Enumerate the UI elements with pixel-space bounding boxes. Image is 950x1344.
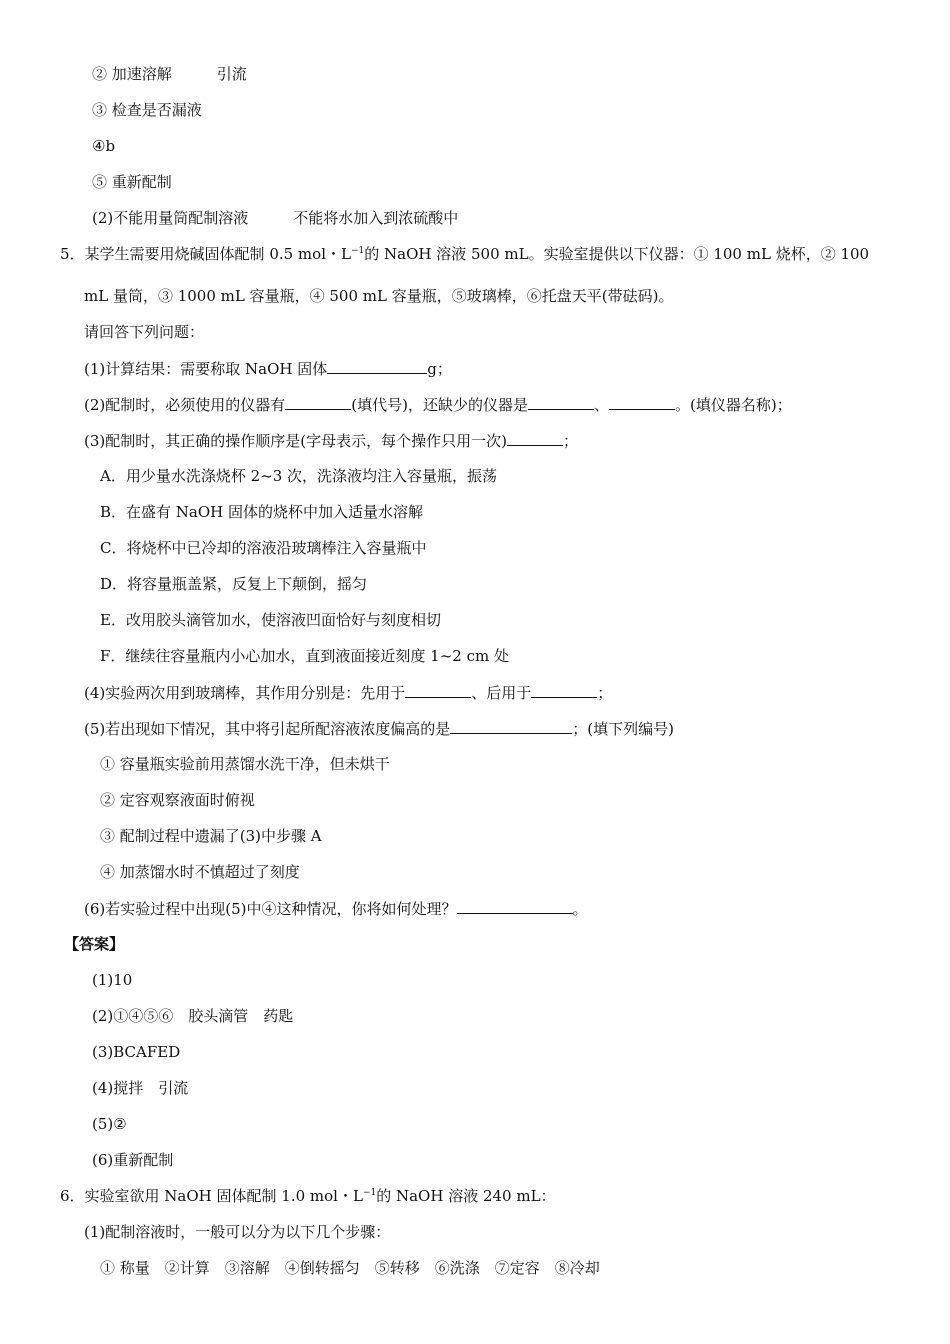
sub-question-4: (4)实验两次用到玻璃棒，其作用分别是：先用于 、后用于 ；: [84, 684, 613, 702]
option-A: A．用少量水洗涤烧杯 2~3 次，洗涤液均注入容量瓶，振荡: [100, 467, 498, 485]
answer-line: ② 加速溶解 引流: [92, 65, 247, 83]
answer-blank[interactable]: [450, 718, 572, 734]
answer-line: ⑤ 重新配制: [92, 173, 172, 191]
option-D: D．将容量瓶盖紧，反复上下颠倒，摇匀: [100, 575, 368, 593]
answer-blank[interactable]: [507, 430, 563, 446]
answer-line: ③ 检查是否漏液: [92, 101, 202, 119]
option-B: B．在盛有 NaOH 固体的烧杯中加入适量水溶解: [100, 503, 424, 521]
option-E: E．改用胶头滴管加水，使溶液凹面恰好与刻度相切: [100, 611, 441, 629]
sub-question-3: (3)配制时，其正确的操作顺序是(字母表示，每个操作只用一次) ；: [84, 432, 578, 450]
situation-item: ④ 加蒸馏水时不慎超过了刻度: [100, 863, 300, 881]
answer-blank[interactable]: [457, 898, 573, 914]
answer-heading: 【答案】: [64, 935, 125, 953]
situation-item: ③ 配制过程中遗漏了(3)中步骤 A: [100, 827, 322, 845]
answer-blank[interactable]: [285, 394, 351, 410]
answer-line: (3)BCAFED: [92, 1043, 181, 1061]
situation-item: ② 定容观察液面时俯视: [100, 791, 255, 809]
answer-line: (1)10: [92, 971, 133, 989]
answer-line: (6)重新配制: [92, 1151, 174, 1169]
answer-line: (2)不能用量筒配制溶液 不能将水加入到浓硫酸中: [92, 209, 459, 227]
sub-question-5: (5)若出现如下情况，其中将引起所配溶液浓度偏高的是 ；(填下列编号): [84, 720, 674, 738]
situation-item: ① 容量瓶实验前用蒸馏水洗干净，但未烘干: [100, 755, 390, 773]
answer-line: ④b: [92, 137, 116, 155]
answer-blank[interactable]: [405, 682, 471, 698]
superscript: −1: [350, 246, 365, 256]
question-prompt: 请回答下列问题：: [84, 323, 205, 341]
superscript: −1: [362, 1188, 377, 1198]
answer-line: (5)②: [92, 1115, 127, 1133]
answer-line: (4)搅拌 引流: [92, 1079, 189, 1097]
answer-blank[interactable]: [531, 682, 597, 698]
sub-question-2: (2)配制时，必须使用的仪器有 (填代号)，还缺少的仪器是 、 。(填仪器名称)；: [84, 396, 792, 414]
answer-blank[interactable]: [609, 394, 675, 410]
sub-question-1: (1)配制溶液时，一般可以分为以下几个步骤：: [84, 1223, 391, 1241]
question-5-stem-cont: mL 量筒，③ 1000 mL 容量瓶，④ 500 mL 容量瓶，⑤玻璃棒，⑥托盘天平(带砝码)。: [84, 287, 674, 305]
step-list: ① 称量 ②计算 ③溶解 ④倒转摇匀 ⑤转移 ⑥洗涤 ⑦定容 ⑧冷却: [100, 1259, 600, 1277]
answer-blank[interactable]: [528, 394, 594, 410]
option-F: F．继续往容量瓶内小心加水，直到液面接近刻度 1~2 cm 处: [100, 647, 509, 665]
sub-question-1: (1)计算结果：需要称取 NaOH 固体 g；: [84, 360, 452, 378]
answer-blank[interactable]: [327, 358, 427, 374]
question-5-stem: 5．某学生需要用烧碱固体配制 0.5 mol・$L^{-1}$的 NaOH 溶液 500 mL。实验室提供以下仪器：① 100 mL 烧杯，② 100: [60, 245, 870, 263]
question-6-stem: 6．实验室欲用 NaOH 固体配制 1.0 mol・$L^{-1}$的 NaOH 溶液 240 mL：: [60, 1187, 556, 1205]
answer-line: (2)①④⑤⑥ 胶头滴管 药匙: [92, 1007, 294, 1025]
option-C: C．将烧杯中已冷却的溶液沿玻璃棒注入容量瓶中: [100, 539, 427, 557]
sub-question-6: (6)若实验过程中出现(5)中④这种情况，你将如何处理？ 。: [84, 900, 588, 918]
